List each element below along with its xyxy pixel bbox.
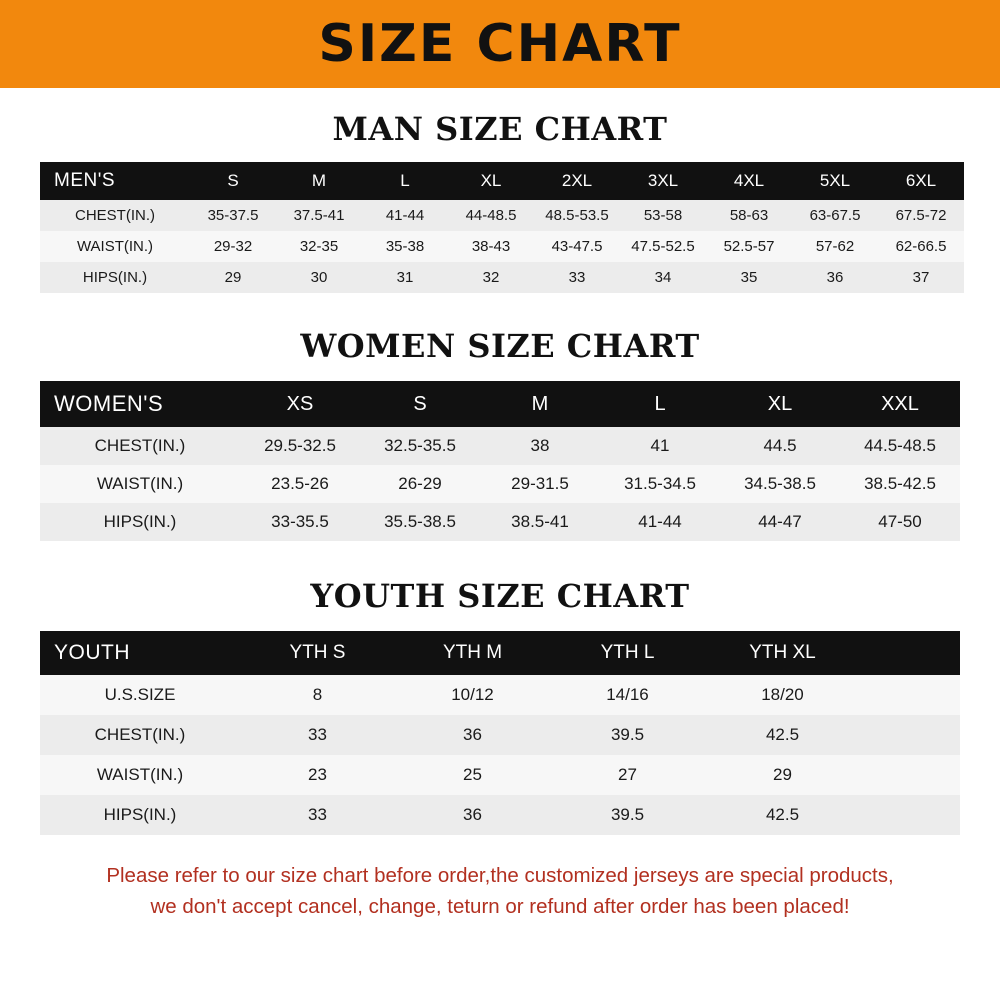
table-cell: 29: [705, 755, 860, 795]
man-header-cell: 6XL: [878, 162, 964, 200]
women-header-cell: S: [360, 381, 480, 427]
women-header-cell: M: [480, 381, 600, 427]
table-row: [40, 755, 960, 795]
table-cell: 48.5-53.5: [534, 200, 620, 231]
youth-header-cell: YTH M: [395, 631, 550, 675]
table-cell: 37: [878, 262, 964, 293]
table-cell: 38: [480, 427, 600, 465]
women-header-cell: XS: [240, 381, 360, 427]
youth-header-row: [40, 631, 960, 675]
row-label: CHEST(IN.): [40, 715, 240, 755]
table-cell: 34: [620, 262, 706, 293]
man-header-cell: 4XL: [706, 162, 792, 200]
man-header-cell: XL: [448, 162, 534, 200]
man-size-table: [40, 162, 964, 293]
table-cell: 62-66.5: [878, 231, 964, 262]
table-row: [40, 675, 960, 715]
row-label: HIPS(IN.): [40, 795, 240, 835]
women-section-title: WOMEN SIZE CHART: [300, 327, 700, 365]
youth-size-table: [40, 631, 960, 835]
table-row: [40, 231, 964, 262]
man-header-cell: 2XL: [534, 162, 620, 200]
table-cell: 14/16: [550, 675, 705, 715]
table-cell: 18/20: [705, 675, 860, 715]
table-row: [40, 262, 964, 293]
man-section-title: MAN SIZE CHART: [332, 110, 668, 148]
table-cell: 67.5-72: [878, 200, 964, 231]
row-label: WAIST(IN.): [40, 231, 190, 262]
table-row: [40, 503, 960, 541]
man-header-label: MEN'S: [40, 162, 190, 200]
women-header-cell: XXL: [840, 381, 960, 427]
man-header-cell: L: [362, 162, 448, 200]
table-cell: 25: [395, 755, 550, 795]
table-cell: 39.5: [550, 715, 705, 755]
row-label: CHEST(IN.): [40, 200, 190, 231]
table-cell: 23: [240, 755, 395, 795]
table-cell: 57-62: [792, 231, 878, 262]
table-row: [40, 715, 960, 755]
table-cell: 29.5-32.5: [240, 427, 360, 465]
table-cell: 44.5-48.5: [840, 427, 960, 465]
youth-header-cell: YTH XL: [705, 631, 860, 675]
table-cell: 41-44: [362, 200, 448, 231]
table-cell: 31: [362, 262, 448, 293]
table-cell-spacer: [860, 675, 960, 715]
row-label: WAIST(IN.): [40, 755, 240, 795]
page-title: SIZE CHART: [318, 14, 682, 74]
table-cell: 41: [600, 427, 720, 465]
table-cell: 36: [395, 795, 550, 835]
table-cell: 38.5-41: [480, 503, 600, 541]
youth-table-wrap: [40, 631, 960, 835]
table-cell: 35: [706, 262, 792, 293]
table-row: [40, 200, 964, 231]
table-cell: 38.5-42.5: [840, 465, 960, 503]
table-cell: 36: [395, 715, 550, 755]
man-table-wrap: [40, 162, 960, 293]
women-table-wrap: [40, 381, 960, 541]
row-label: U.S.SIZE: [40, 675, 240, 715]
table-cell: 39.5: [550, 795, 705, 835]
table-cell: 32-35: [276, 231, 362, 262]
footer-note: [18, 861, 982, 923]
table-cell: 32: [448, 262, 534, 293]
row-label: WAIST(IN.): [40, 465, 240, 503]
table-cell: 29-32: [190, 231, 276, 262]
table-row: [40, 465, 960, 503]
table-cell: 52.5-57: [706, 231, 792, 262]
table-cell: 35.5-38.5: [360, 503, 480, 541]
table-cell: 42.5: [705, 715, 860, 755]
footer-note-line1: Please refer to our size chart before order,the customized jerseys are special products,: [106, 864, 894, 887]
man-header-cell: M: [276, 162, 362, 200]
table-row: [40, 795, 960, 835]
women-header-row: [40, 381, 960, 427]
table-row: [40, 427, 960, 465]
table-cell: 29: [190, 262, 276, 293]
women-header-label: WOMEN'S: [40, 381, 240, 427]
table-cell: 38-43: [448, 231, 534, 262]
table-cell: 33-35.5: [240, 503, 360, 541]
table-cell: 10/12: [395, 675, 550, 715]
table-cell: 58-63: [706, 200, 792, 231]
table-cell-spacer: [860, 795, 960, 835]
table-cell: 44-47: [720, 503, 840, 541]
table-cell: 33: [534, 262, 620, 293]
table-cell: 27: [550, 755, 705, 795]
table-cell: 41-44: [600, 503, 720, 541]
man-header-cell: 3XL: [620, 162, 706, 200]
table-cell: 8: [240, 675, 395, 715]
table-cell: 42.5: [705, 795, 860, 835]
table-cell: 30: [276, 262, 362, 293]
women-header-cell: L: [600, 381, 720, 427]
women-header-cell: XL: [720, 381, 840, 427]
table-cell: 47.5-52.5: [620, 231, 706, 262]
man-header-cell: 5XL: [792, 162, 878, 200]
man-header-cell: S: [190, 162, 276, 200]
table-cell-spacer: [860, 715, 960, 755]
youth-header-spacer: [860, 631, 960, 675]
table-cell: 26-29: [360, 465, 480, 503]
table-cell: 47-50: [840, 503, 960, 541]
table-cell: 36: [792, 262, 878, 293]
table-cell: 33: [240, 795, 395, 835]
youth-section-title: YOUTH SIZE CHART: [310, 577, 690, 615]
table-cell: 31.5-34.5: [600, 465, 720, 503]
table-cell: 29-31.5: [480, 465, 600, 503]
table-cell: 53-58: [620, 200, 706, 231]
row-label: HIPS(IN.): [40, 503, 240, 541]
table-cell: 63-67.5: [792, 200, 878, 231]
row-label: HIPS(IN.): [40, 262, 190, 293]
table-cell: 43-47.5: [534, 231, 620, 262]
youth-header-cell: YTH S: [240, 631, 395, 675]
man-header-row: [40, 162, 964, 200]
row-label: CHEST(IN.): [40, 427, 240, 465]
table-cell-spacer: [860, 755, 960, 795]
footer-note-line2: we don't accept cancel, change, teturn or refund after order has been placed!: [150, 894, 850, 918]
table-cell: 23.5-26: [240, 465, 360, 503]
women-size-table: [40, 381, 960, 541]
table-cell: 32.5-35.5: [360, 427, 480, 465]
table-cell: 35-37.5: [190, 200, 276, 231]
page-banner: [0, 0, 1000, 88]
table-cell: 35-38: [362, 231, 448, 262]
youth-header-cell: YTH L: [550, 631, 705, 675]
table-cell: 44.5: [720, 427, 840, 465]
table-cell: 33: [240, 715, 395, 755]
table-cell: 44-48.5: [448, 200, 534, 231]
youth-header-label: YOUTH: [40, 631, 240, 675]
table-cell: 34.5-38.5: [720, 465, 840, 503]
table-cell: 37.5-41: [276, 200, 362, 231]
